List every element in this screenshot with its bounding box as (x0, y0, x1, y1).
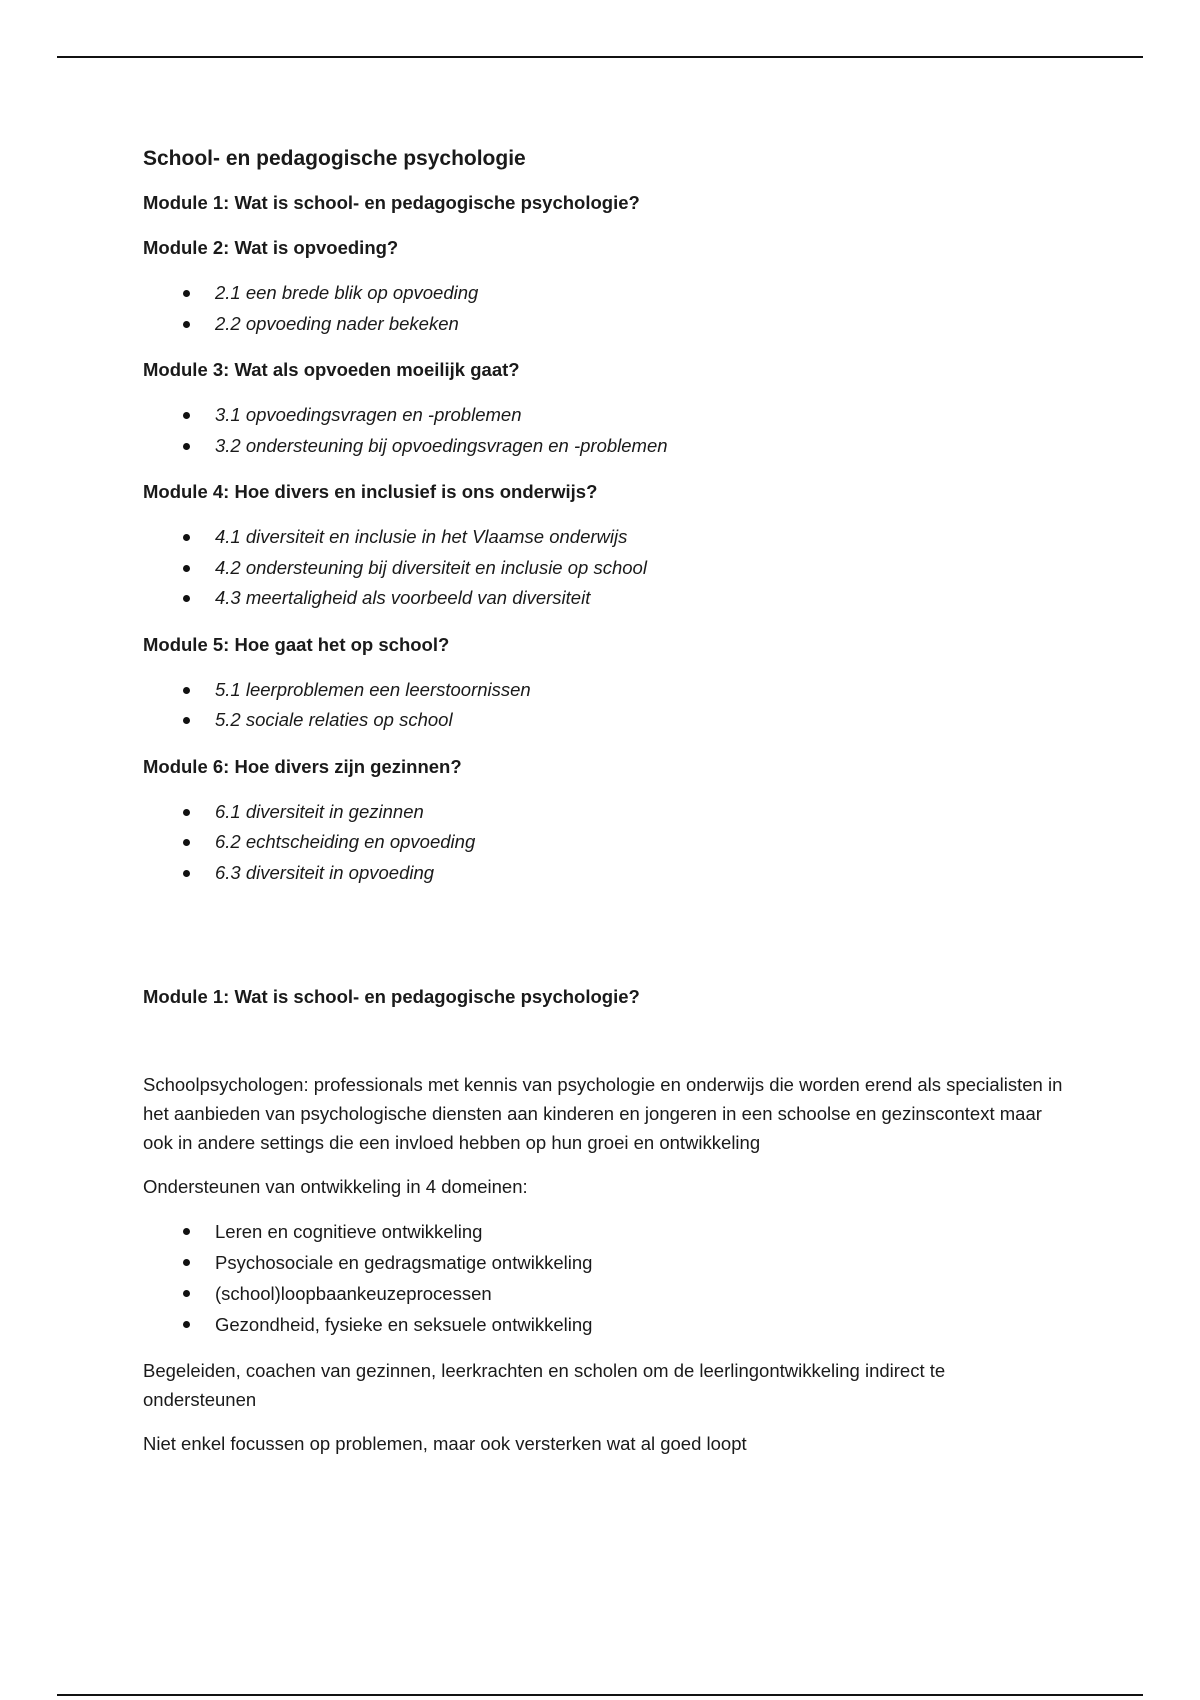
paragraph: Begeleiden, coachen van gezinnen, leerkrachten en scholen om de leerlingontwikkeling indirect te ondersteunen (143, 1360, 946, 1410)
toc-module-5-heading: Module 5: Hoe gaat het op school? (143, 633, 450, 655)
list-item: 2.1 een brede blik op opvoeding (143, 278, 1063, 309)
list-item: (school)loopbaankeuzeprocessen (143, 1278, 1063, 1309)
paragraph: Ondersteunen van ontwikkeling in 4 domeinen: (143, 1176, 528, 1197)
document-title: School- en pedagogische psychologie (143, 147, 526, 170)
paragraph: Niet enkel focussen op problemen, maar ook versterken wat al goed loopt (143, 1433, 747, 1454)
toc-module-4-list (143, 522, 1063, 614)
top-rule (57, 56, 1143, 58)
list-item: 5.1 leerproblemen een leerstoornissen (143, 675, 1063, 706)
section-heading: Module 1: Wat is school- en pedagogische psychologie? (143, 986, 640, 1007)
list-item: 6.2 echtscheiding en opvoeding (143, 827, 1063, 858)
list-item: 6.1 diversiteit in gezinnen (143, 797, 1063, 828)
list-item: 3.1 opvoedingsvragen en -problemen (143, 400, 1063, 431)
list-item: Leren en cognitieve ontwikkeling (143, 1216, 1063, 1247)
list-item: Psychosociale en gedragsmatige ontwikkeling (143, 1247, 1063, 1278)
list-item: Gezondheid, fysieke en seksuele ontwikkeling (143, 1309, 1063, 1340)
list-item: 2.2 opvoeding nader bekeken (143, 309, 1063, 340)
toc-module-6-heading: Module 6: Hoe divers zijn gezinnen? (143, 755, 462, 777)
list-item: 3.2 ondersteuning bij opvoedingsvragen en -problemen (143, 431, 1063, 462)
toc-module-1-heading: Module 1: Wat is school- en pedagogische psychologie? (143, 192, 640, 213)
toc-module-4-heading: Module 4: Hoe divers en inclusief is ons onderwijs? (143, 481, 598, 502)
list-item: 6.3 diversiteit in opvoeding (143, 858, 1063, 889)
toc-module-5-list (143, 675, 1063, 736)
toc-module-2-list (143, 278, 1063, 339)
toc-module-2-heading: Module 2: Wat is opvoeding? (143, 237, 399, 258)
document-body (143, 145, 1063, 1473)
list-item: 5.2 sociale relaties op school (143, 705, 1063, 736)
list-item: 4.1 diversiteit en inclusie in het Vlaamse onderwijs (143, 522, 1063, 553)
list-item: 4.3 meertaligheid als voorbeeld van diversiteit (143, 583, 1063, 614)
toc-module-3-list (143, 400, 1063, 461)
list-item: 4.2 ondersteuning bij diversiteit en inclusie op school (143, 553, 1063, 584)
toc-module-6-list (143, 797, 1063, 889)
table-of-contents (143, 190, 1063, 888)
toc-module-3-heading: Module 3: Wat als opvoeden moeilijk gaat? (143, 359, 520, 380)
domains-list (143, 1216, 1063, 1340)
paragraph: Schoolpsychologen: professionals met kennis van psychologie en onderwijs die worden erend als specialisten in het aanbieden van psychologische diensten aan kinderen en jongeren in een schoolse en gezinscontext maar ook in andere settings die een invloed hebben op hun groei en ontwikkeling (143, 1074, 1063, 1153)
bottom-rule (57, 1694, 1143, 1696)
